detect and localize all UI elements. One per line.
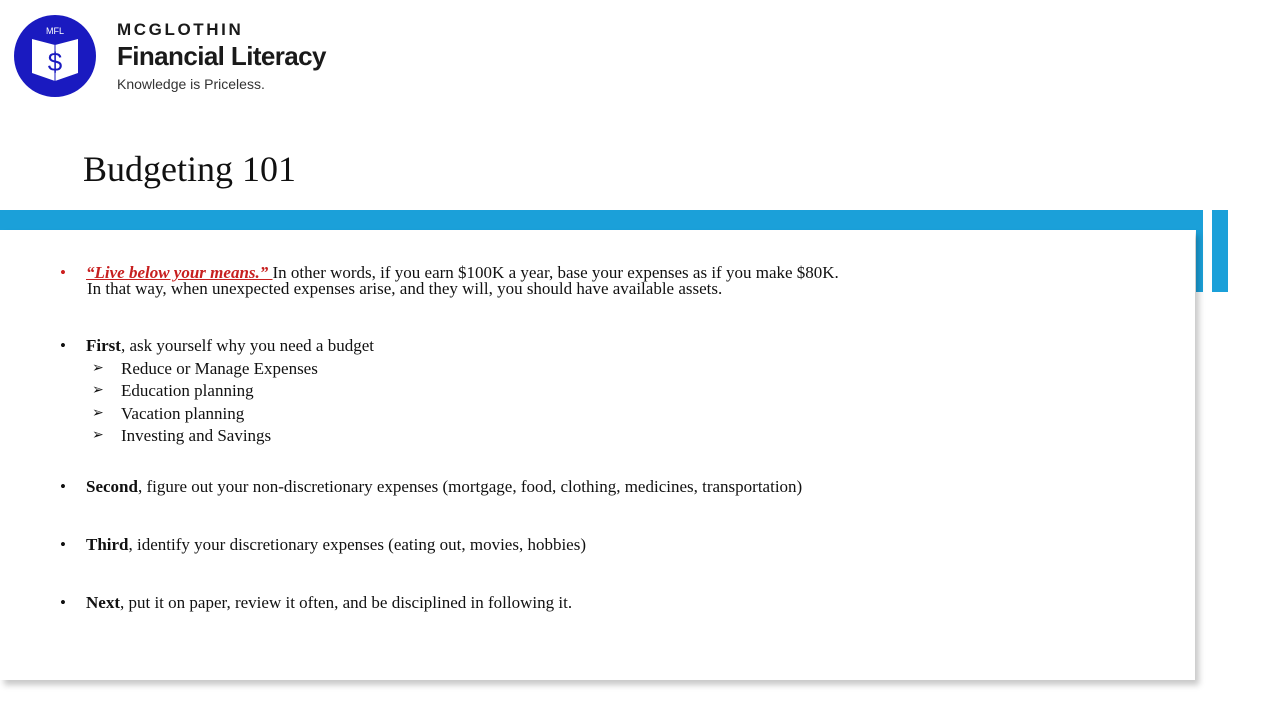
arrow-bullet-icon: ➢ xyxy=(92,360,104,376)
sub-item-text: Education planning xyxy=(121,381,254,400)
bullet-quote: “Live below your means.” xyxy=(86,263,273,282)
bullet-dot: • xyxy=(60,593,66,612)
sub-item-text: Vacation planning xyxy=(121,404,245,423)
bullet-text xyxy=(86,336,374,355)
slide-title: Budgeting 101 xyxy=(83,149,296,189)
sub-item-text: Investing and Savings xyxy=(121,426,272,445)
brand-name-top: MCGLOTHIN xyxy=(117,20,244,39)
bullet-bold: Second xyxy=(86,477,138,496)
dollar-icon: $ xyxy=(47,47,63,77)
bullet-body: , identify your discretionary expenses (eating out, movies, hobbies) xyxy=(128,535,587,554)
bullet-1-continuation: In that way, when unexpected expenses arise, and they will, you should have available assets. xyxy=(87,279,723,298)
bullet-bold: Third xyxy=(86,535,129,554)
bullet-bold: First xyxy=(86,336,121,355)
brand-logo-icon xyxy=(14,15,96,97)
bullet-body: In other words, if you earn $100K a year, base your expenses as if you make $80K. xyxy=(272,263,839,282)
bullet-body: , put it on paper, review it often, and be disciplined in following it. xyxy=(119,593,573,612)
brand-tagline: Knowledge is Priceless. xyxy=(117,76,265,92)
bullet-text xyxy=(86,535,586,554)
bullet-text xyxy=(86,477,802,496)
accent-bar xyxy=(0,210,1203,230)
brand-badge-text: MFL xyxy=(46,26,64,36)
arrow-bullet-icon: ➢ xyxy=(92,405,104,421)
bullet-dot: • xyxy=(60,477,66,496)
bullet-dot: • xyxy=(60,535,66,554)
arrow-bullet-icon: ➢ xyxy=(92,427,104,443)
brand-name xyxy=(117,20,326,93)
bullet-dot: • xyxy=(60,336,66,355)
bullet-bold: Next xyxy=(86,593,120,612)
accent-bar-vertical-thin xyxy=(1196,210,1203,292)
sub-item-text: Reduce or Manage Expenses xyxy=(121,359,318,378)
bullet-body: , figure out your non-discretionary expenses (mortgage, food, clothing, medicines, transportation) xyxy=(137,477,803,496)
arrow-bullet-icon: ➢ xyxy=(92,382,104,398)
bullet-body: , ask yourself why you need a budget xyxy=(120,336,374,355)
brand-name-main: Financial Literacy xyxy=(117,41,326,71)
bullet-dot: • xyxy=(60,263,66,282)
bullet-text xyxy=(86,593,572,612)
accent-bar-vertical-thick xyxy=(1212,210,1228,292)
